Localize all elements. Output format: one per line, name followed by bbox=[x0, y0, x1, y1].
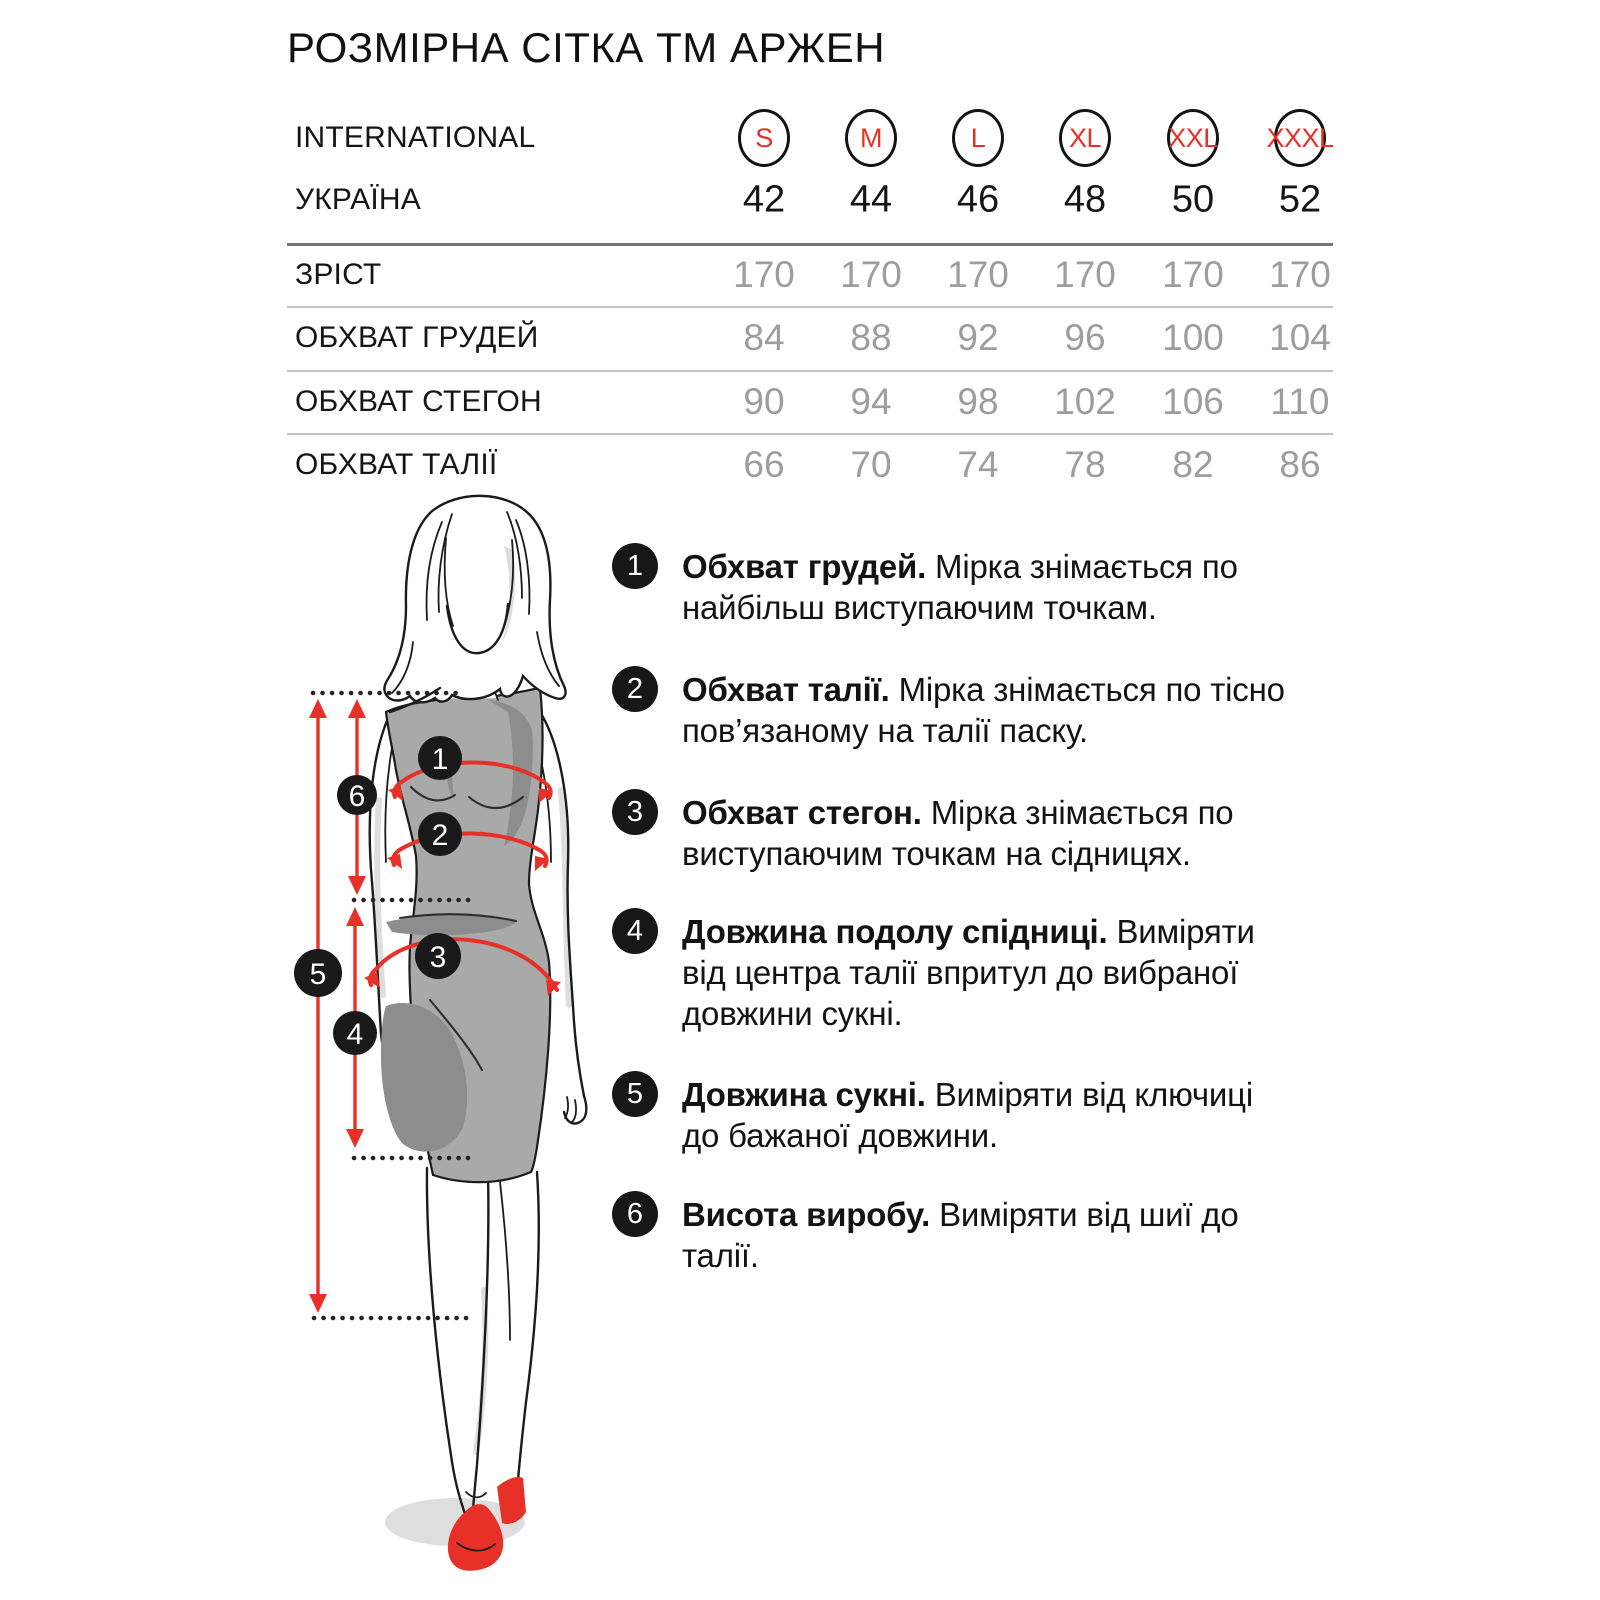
measurement-value: 90 bbox=[743, 381, 785, 422]
size-circle-label: XXXL bbox=[1266, 122, 1334, 153]
instruction-text bbox=[682, 911, 1296, 1034]
instruction-term: Довжина подолу спідниці. bbox=[682, 913, 1108, 950]
instruction-term: Обхват грудей. bbox=[682, 548, 927, 585]
table-row bbox=[287, 435, 1333, 495]
size-cell-international bbox=[845, 109, 897, 167]
instruction-text bbox=[682, 792, 1296, 874]
table-row bbox=[287, 372, 1333, 432]
table-row bbox=[287, 308, 1333, 368]
measurement-figure bbox=[280, 490, 620, 1600]
instruction-item bbox=[612, 1194, 1312, 1276]
measurement-value: 170 bbox=[947, 254, 1009, 295]
instruction-term: Висота виробу. bbox=[682, 1196, 931, 1233]
instruction-text bbox=[682, 1074, 1296, 1156]
row-label-international: INTERNATIONAL bbox=[295, 121, 536, 154]
size-cell-ukraine: 44 bbox=[849, 178, 893, 221]
measurement-value: 66 bbox=[743, 444, 785, 485]
row-label: ЗРІСТ bbox=[295, 258, 382, 291]
instruction-term: Довжина сукні. bbox=[682, 1076, 926, 1113]
size-cell-international bbox=[952, 109, 1004, 167]
instruction-bullet: 2 bbox=[612, 666, 658, 712]
size-cell-ukraine: 52 bbox=[1278, 178, 1322, 221]
table-row bbox=[287, 245, 1333, 305]
instruction-item bbox=[612, 911, 1312, 1034]
measurement-value: 98 bbox=[957, 381, 999, 422]
row-label: ОБХВАТ ГРУДЕЙ bbox=[295, 321, 539, 354]
marker-6 bbox=[337, 775, 377, 815]
measurement-value: 94 bbox=[850, 381, 892, 422]
instruction-description: Мірка знімається по найбільш виступаючим точкам. bbox=[682, 548, 1238, 626]
size-circle bbox=[1266, 109, 1334, 167]
legs-sketch bbox=[427, 1168, 539, 1514]
row-label: ОБХВАТ ТАЛІЇ bbox=[295, 448, 498, 481]
measurement-arrow-dress-length bbox=[309, 699, 327, 1313]
row-label-ukraine: УКРАЇНА bbox=[295, 183, 421, 216]
page-title: РОЗМІРНА СІТКА ТМ АРЖЕН bbox=[287, 24, 886, 71]
head-sketch bbox=[384, 496, 565, 712]
size-circle-label: XXL bbox=[1168, 122, 1218, 153]
size-circle bbox=[845, 109, 897, 167]
size-cell-ukraine: 42 bbox=[742, 178, 786, 221]
instruction-description: Виміряти від ключиці до бажаної довжини. bbox=[682, 1076, 1253, 1154]
instruction-description: Мірка знімається по виступаючим точкам на сідницях. bbox=[682, 794, 1234, 872]
measurement-value: 170 bbox=[1162, 254, 1224, 295]
measurement-value: 92 bbox=[957, 317, 999, 358]
instruction-item bbox=[612, 669, 1312, 751]
instruction-bullet: 4 bbox=[612, 908, 658, 954]
size-cell-international bbox=[1167, 109, 1219, 167]
table-row-international bbox=[287, 100, 1333, 176]
instruction-bullet: 5 bbox=[612, 1071, 658, 1117]
marker-3 bbox=[415, 933, 461, 979]
size-cell-international bbox=[1266, 109, 1334, 167]
measurement-value: 88 bbox=[850, 317, 892, 358]
size-circle-label: M bbox=[860, 122, 882, 153]
svg-text:3: 3 bbox=[429, 941, 447, 974]
measurement-value: 170 bbox=[733, 254, 795, 295]
size-circle-label: L bbox=[970, 122, 986, 153]
measurement-value: 96 bbox=[1064, 317, 1106, 358]
measurement-value: 100 bbox=[1162, 317, 1224, 358]
measurement-value: 74 bbox=[957, 444, 999, 485]
measurement-value: 78 bbox=[1064, 444, 1106, 485]
measurement-value: 170 bbox=[1269, 254, 1331, 295]
measurement-value: 170 bbox=[1054, 254, 1116, 295]
size-cell-ukraine: 50 bbox=[1171, 178, 1215, 221]
size-cell-ukraine: 48 bbox=[1063, 178, 1107, 221]
svg-text:1: 1 bbox=[431, 743, 449, 776]
size-circle bbox=[1167, 109, 1219, 167]
row-label: ОБХВАТ СТЕГОН bbox=[295, 385, 542, 418]
measurement-value: 110 bbox=[1270, 381, 1330, 422]
svg-text:4: 4 bbox=[346, 1018, 364, 1051]
size-circle bbox=[1059, 109, 1111, 167]
svg-text:5: 5 bbox=[309, 958, 327, 991]
measurement-value: 102 bbox=[1054, 381, 1116, 422]
instruction-text bbox=[682, 546, 1296, 628]
instruction-item bbox=[612, 546, 1312, 628]
instruction-item bbox=[612, 792, 1312, 874]
table-row-ukraine bbox=[287, 170, 1333, 230]
measurement-value: 170 bbox=[840, 254, 902, 295]
measurement-value: 70 bbox=[850, 444, 892, 485]
marker-5 bbox=[294, 949, 342, 997]
instruction-description: Виміряти від шиї до талії. bbox=[682, 1196, 1239, 1274]
size-circle bbox=[738, 109, 790, 167]
instruction-term: Обхват стегон. bbox=[682, 794, 922, 831]
instruction-bullet: 6 bbox=[612, 1191, 658, 1237]
instruction-description: Мірка знімається по тісно пов’язаному на талії паску. bbox=[682, 671, 1285, 749]
measurement-value: 84 bbox=[743, 317, 785, 358]
svg-text:2: 2 bbox=[431, 819, 449, 852]
instruction-text bbox=[682, 669, 1296, 751]
marker-4 bbox=[333, 1011, 377, 1055]
measurement-value: 104 bbox=[1269, 317, 1331, 358]
size-circle bbox=[952, 109, 1004, 167]
measurement-value: 86 bbox=[1279, 444, 1321, 485]
size-circle-label: S bbox=[755, 122, 773, 153]
size-cell-international bbox=[738, 109, 790, 167]
marker-1 bbox=[418, 736, 462, 780]
measurement-value: 82 bbox=[1172, 444, 1214, 485]
size-cell-international bbox=[1059, 109, 1111, 167]
svg-text:6: 6 bbox=[348, 780, 366, 813]
instruction-bullet: 1 bbox=[612, 543, 658, 589]
instruction-description: Виміряти від центра талії впритул до вибраної довжини сукні. bbox=[682, 913, 1255, 1032]
instruction-item bbox=[612, 1074, 1312, 1156]
instruction-term: Обхват талії. bbox=[682, 671, 890, 708]
marker-2 bbox=[418, 812, 462, 856]
instruction-text bbox=[682, 1194, 1296, 1276]
size-cell-ukraine: 46 bbox=[956, 178, 1000, 221]
size-circle-label: XL bbox=[1068, 122, 1102, 153]
instruction-bullet: 3 bbox=[612, 789, 658, 835]
measurement-value: 106 bbox=[1162, 381, 1224, 422]
